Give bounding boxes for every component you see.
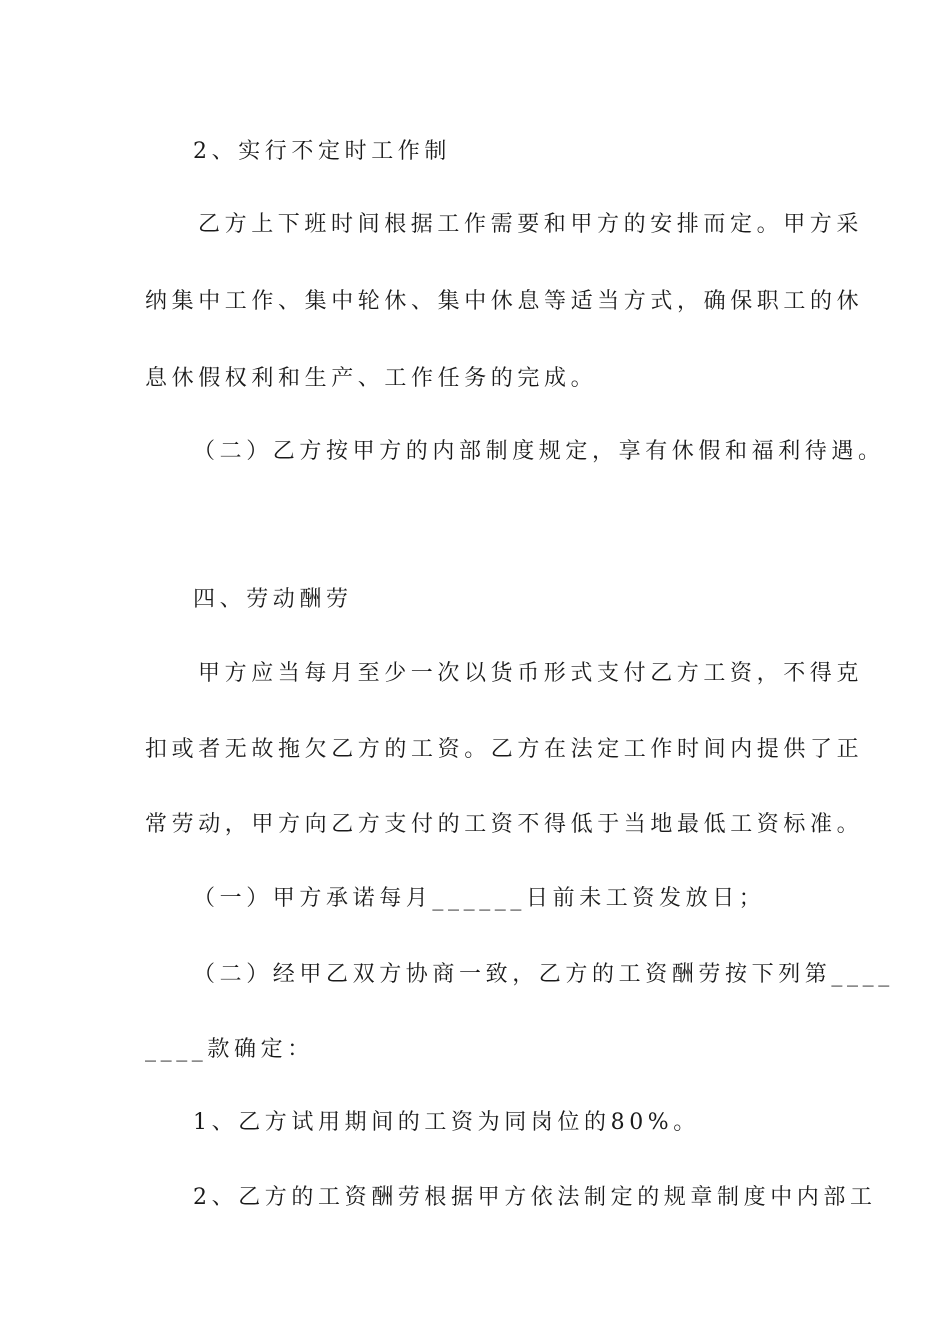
paragraph-line: 扣或者无故拖欠乙方的工资。乙方在法定工作时间内提供了正 <box>145 737 864 762</box>
paragraph-line: 甲方应当每月至少一次以货币形式支付乙方工资，不得克 <box>198 661 864 686</box>
paragraph-line: ____款确定： <box>145 1037 314 1062</box>
paragraph-line: （一）甲方承诺每月______日前未工资发放日； <box>193 886 766 911</box>
paragraph-line: （二）经甲乙双方协商一致，乙方的工资酬劳按下列第____ <box>193 962 894 987</box>
paragraph-line: （二）乙方按甲方的内部制度规定，享有休假和福利待遇。 <box>193 439 885 464</box>
paragraph-line: 乙方上下班时间根据工作需要和甲方的安排而定。甲方采 <box>198 212 864 237</box>
paragraph-line: 纳集中工作、集中轮休、集中休息等适当方式，确保职工的休 <box>145 289 864 314</box>
section-heading: 四、劳动酬劳 <box>193 587 353 612</box>
paragraph-line: 常劳动，甲方向乙方支付的工资不得低于当地最低工资标准。 <box>145 812 864 837</box>
paragraph-line: 1、乙方试用期间的工资为同岗位的80%。 <box>193 1110 700 1135</box>
paragraph-line: 息休假权利和生产、工作任务的完成。 <box>145 366 598 391</box>
paragraph-line: 2、乙方的工资酬劳根据甲方依法制定的规章制度中内部工 <box>193 1185 877 1210</box>
paragraph-line: 2、实行不定时工作制 <box>193 139 451 164</box>
